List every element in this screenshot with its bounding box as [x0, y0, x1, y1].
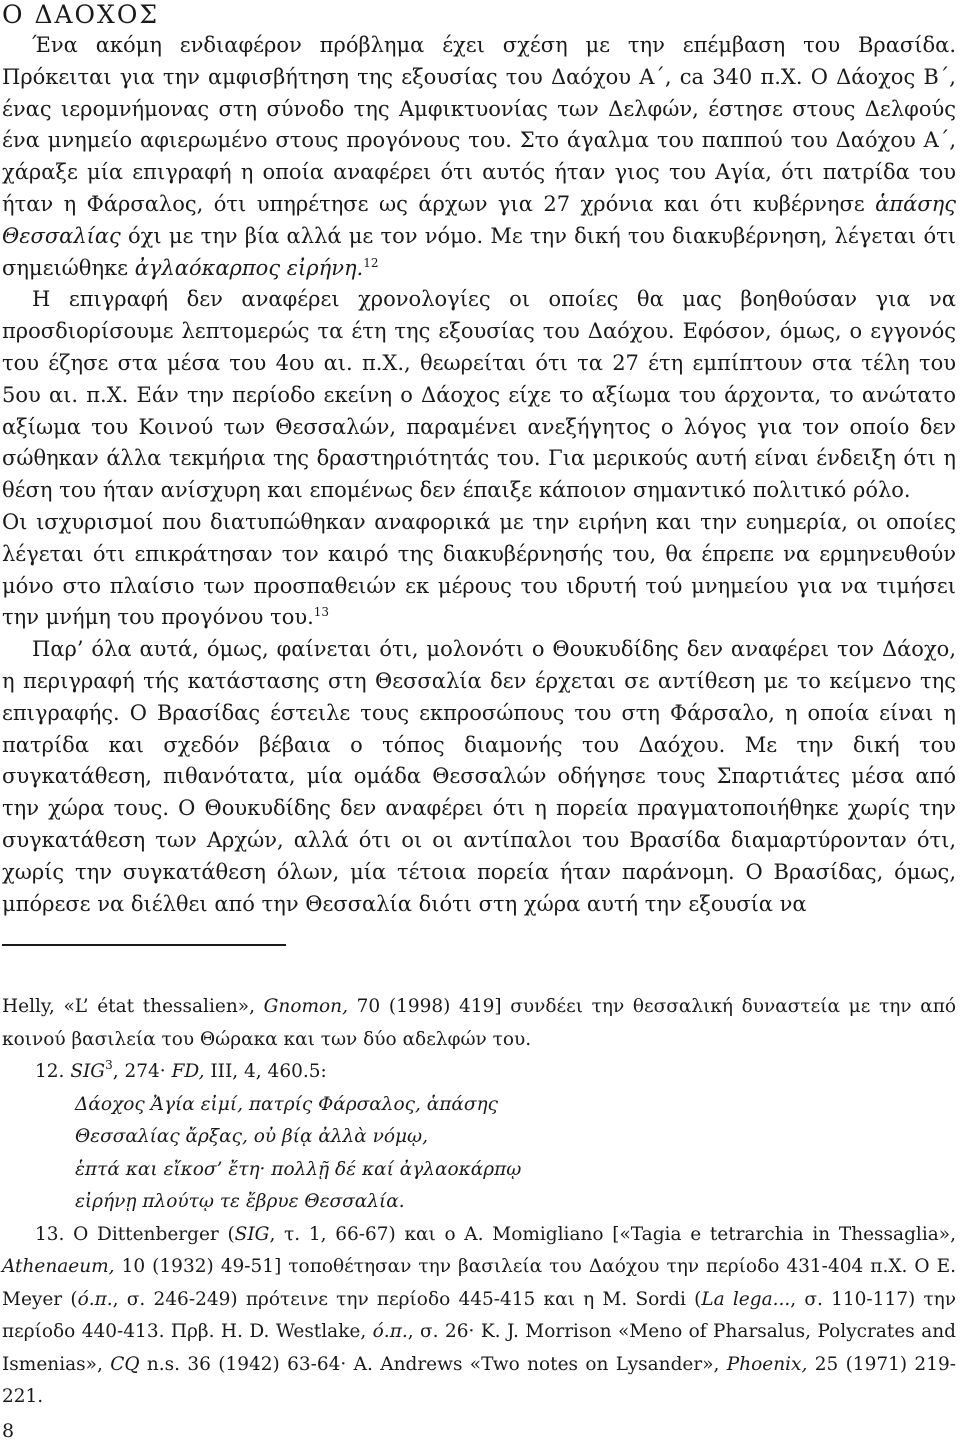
chapter-heading: Ο ΔΑΟΧΟΣ [2, 0, 160, 29]
p1-italic-b: ἀγλαόκαρπος εἰρήνη. [134, 255, 364, 280]
note-text: n.s. 36 (1942) 63-64· A. Andrews «Two notes on Lysander», [139, 1353, 727, 1375]
inscription-line: Δάοχος Ἀγία εἰμί, πατρίς Φάρσαλος, ἁπάσης [75, 1093, 498, 1115]
footnote-ref-13[interactable]: 13 [313, 605, 330, 620]
note-journal: CQ [110, 1353, 140, 1375]
note-text: 25 (1971) 219-221. [2, 1353, 956, 1407]
footnote-continuation [2, 991, 956, 1056]
note-abbrev: ό.π. [372, 1321, 408, 1342]
p1-text-a: Ένα ακόμη ενδιαφέρον πρόβλημα έχει σχέση με την επέμβαση του Βρασίδα. Πρόκειται για την αμφισβήτηση της εξουσίας του Δαόχου Α΄, ca 340 π.Χ. Ο Δάοχος Β΄, ένας ιερομνήμονας στη σύνοδο της Αμφικτυονίας των Δελφών, έστησε στους Δελφούς ένα μνημείο αφιερωμένο στους προγόνους του. Στο άγαλμα του παππού του Δαόχου Α΄, χάραξε μία επιγραφή η οποία αναφέρει ότι αυτός ήταν γιος του Αγία, ότι πατρίδα του ήταν η Φάρσαλος, ότι υπηρέτησε ως άρχων για 27 χρόνια και ότι κυβέρνησε [2, 33, 956, 216]
note-sup: 3 [105, 1058, 113, 1072]
footnote-12 [2, 1056, 956, 1089]
note-text: , 274· [112, 1061, 172, 1082]
note-text: , σ. 26· K. J. Morrison «Meno of Pharsalus, Polycrates and Ismenias», [2, 1321, 956, 1375]
footnote-13 [2, 1219, 956, 1414]
note-abbrev: SIG [70, 1061, 106, 1082]
note-abbrev: FD, [171, 1061, 205, 1082]
paragraph-3 [2, 507, 956, 634]
inscription-line: Θεσσαλίας ἄρξας, οὐ βίᾳ ἀλλὰ νόμῳ, [75, 1126, 429, 1147]
main-text [2, 30, 956, 920]
note-text: III, 4, 460.5: [204, 1061, 327, 1082]
note-abbrev: ό.π. [77, 1288, 113, 1310]
note-journal: Phoenix, [726, 1353, 808, 1375]
p3-text: Οι ισχυρισμοί που διατυπώθηκαν αναφορικά με την ειρήνη και την ευημερία, οι οποίες λέγεται ότι επικράτησαν τον καιρό της διακυβέρνησής του, θα έπρεπε να ερμηνευθούν μόνο στο πλαίσιο των προσπαθειών εκ μέρους του ιδρυτή τού μνημείου για να τιμήσει την μνήμη του προγόνου του. [2, 509, 956, 630]
inscription-line: εἰρήνῃ πλούτῳ τε ἔβρυε Θεσσαλία. [75, 1191, 405, 1212]
note-text: , σ. 246-249) πρότεινε την περίοδο 445-415 και η M. Sordi ( [112, 1288, 702, 1310]
note-text: 70 (1998) 419] συνδέει την θεσσαλική δυναστεία με την από κοινού βασιλεία του Θώρακα και των δύο αδελφών του. [2, 996, 957, 1050]
page-number: 8 [2, 1420, 15, 1442]
footnote-ref-12[interactable]: 12 [363, 255, 379, 270]
note-journal: Athenaeum, [2, 1256, 115, 1277]
note-text: Helly, «L’ état thessalien», [2, 996, 264, 1017]
p1-text-b: όχι με την βία αλλά με τον νόμο. Με την δική του διακυβέρνηση, λέγεται ότι σημειώθηκε [2, 223, 956, 280]
footnote-number: 13. [35, 1223, 74, 1245]
footnote-separator [2, 944, 286, 946]
inscription-line: ἑπτά και εἴκοσ’ ἔτη· πολλῇ δέ καί ἀγλαοκάρπῳ [75, 1158, 522, 1180]
footnote-number: 12. [35, 1061, 71, 1082]
footnotes [2, 991, 956, 1414]
note-journal: Gnomon, [263, 996, 348, 1017]
note-text: , τ. 1, 66-67) και ο A. Momigliano [«Tagia e tetrarchia in Thessaglia», [269, 1223, 956, 1245]
note-text: Ο Dittenberger ( [73, 1223, 235, 1245]
note-title: La lega... [701, 1288, 791, 1310]
paragraph-4: Παρ’ όλα αυτά, όμως, φαίνεται ότι, μολονότι ο Θουκυδίδης δεν αναφέρει τον Δάοχο, η περιγραφή τής κατάστασης στη Θεσσαλία δεν έρχεται σε αντίθεση με το κείμενο της επιγραφής. Ο Βρασίδας έστειλε τους εκπροσώπους του στη Φάρσαλο, η οποία είναι η πατρίδα και σχεδόν βέβαια ο τόπος διαμονής του Δαόχου. Με την δική του συγκατάθεση, πιθανότατα, μία ομάδα Θεσσαλών οδήγησε τους Σπαρτιάτες μέσα από την χώρα τους. Ο Θουκυδίδης δεν αναφέρει ότι η πορεία πραγματοποιήθηκε χωρίς την συγκατάθεση των Αρχών, αλλά ότι οι οι αντίπαλοι του Βρασίδα διαμαρτύρονταν ότι, χωρίς την συγκατάθεση όλων, μία τέτοια πορεία ήταν παράνομη. Ο Βρασίδας, όμως, μπόρεσε να διέλθει από την Θεσσαλία διότι στη χώρα αυτή την εξουσία να [2, 637, 956, 916]
paragraph-2: Η επιγραφή δεν αναφέρει χρονολογίες οι οποίες θα μας βοηθούσαν για να προσδιορίσουμε λεπτομερώς τα έτη της εξουσίας του Δαόχου. Εφόσον, όμως, ο εγγονός του έζησε στα μέσα του 4ου αι. π.Χ., θεωρείται ότι τα 27 έτη εμπίπτουν στα τέλη του 5ου αι. π.Χ. Εάν την περίοδο εκείνη ο Δάοχος είχε το αξίωμα του άρχοντα, το ανώτατο αξίωμα του Κοινού των Θεσσαλών, παραμένει ανεξήγητος ο λόγος για τον οποίο δεν σώθηκαν άλλα τεκμήρια της δραστηριότητάς του. Για μερικούς αυτή είναι ένδειξη ότι η θέση του ήταν ανίσχυρη και επομένως δεν έπαιξε κάποιον σημαντικό πολιτικό ρόλο. [2, 287, 956, 503]
note-abbrev: SIG [234, 1223, 270, 1245]
note-text: , σ. 110-117) την περίοδο 440-413. Πρβ. H. D. Westlake, [2, 1288, 957, 1342]
p1-italic-a: ἁπάσης Θεσσαλίας [2, 191, 956, 248]
paragraph-1 [2, 30, 956, 284]
note-text: 10 (1932) 49-51] τοποθέτησαν την βασιλεία του Δαόχου την περίοδο 431-404 π.Χ. Ο E. Meyer ( [2, 1256, 956, 1310]
